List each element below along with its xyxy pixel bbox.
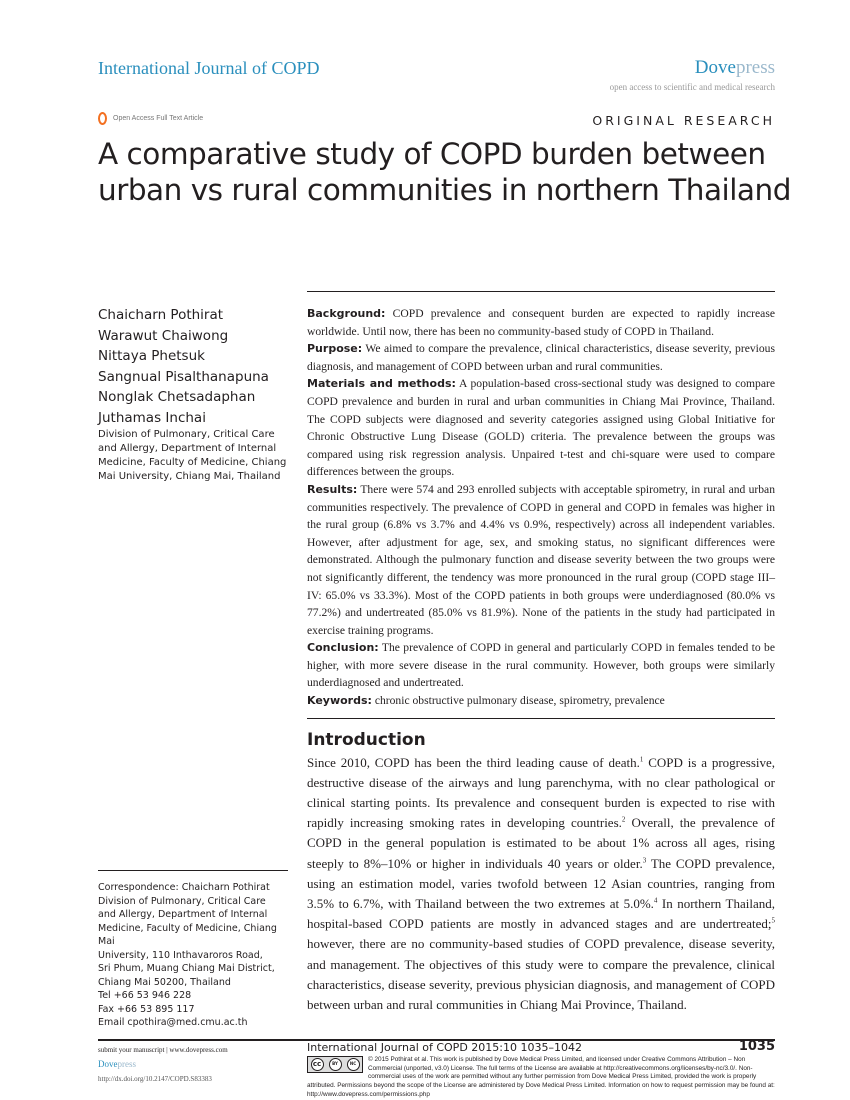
abstract-keywords bbox=[307, 692, 775, 710]
author: Nonglak Chetsadaphan bbox=[98, 389, 256, 405]
corr-line: Fax +66 53 895 117 bbox=[98, 1003, 195, 1015]
article-type: ORIGINAL RESEARCH bbox=[592, 113, 775, 128]
citation-ref[interactable]: 1 bbox=[639, 755, 644, 764]
publisher-logo-b: press bbox=[735, 57, 775, 78]
author: Warawut Chaiwong bbox=[98, 327, 229, 344]
license-text: © 2015 Pothirat et al. This work is published by Dove Medical Press Limited, and licensed under Creative Commons Attribution – Non Commercial (unported, v3.0) License. The full terms of the License are available at http://creativecommons.org/licenses/by-nc/3.0/. Non-commercial uses of the work are permitted without any further permission from Dove Medical Press Limited, provided the work is properly attributed. Permissions beyond the scope of the License are administered by Dove Medical Press Limited. Information on how to request permission may be found at: http://www.dovepress.com/permissions.php bbox=[307, 1056, 775, 1098]
section-text: A population-based cross-sectional study was designed to compare COPD prevalence and burden in rural and urban communities in Chiang Mai Province, Thailand. The COPD subjects were diagnosed and severity categories assigned using Global Initiative for Chronic Obstructive Lung Disease (GOLD) criteria. The prevalence between the groups was compared using risk regression analysis. Unpaired t-test and chi-square were used to compare differences between the groups. bbox=[307, 377, 775, 479]
text: Since 2010, COPD has been the third leading cause of death. bbox=[307, 754, 640, 770]
text: however, there are no community-based studies of COPD prevalence, disease severity, and management. The objectives of this study were to compare the prevalence, clinical characteristics, disease severity, previous physician diagnosis, and management of COPD between urban and rural communities in Chiang Mai Province, Thailand. bbox=[307, 936, 775, 1013]
affiliation: Division of Pulmonary, Critical Care and Allergy, Department of Internal Medicine, Faculty of Medicine, Chiang Mai University, Chiang Mai, Thailand bbox=[98, 429, 287, 482]
by-icon: BY bbox=[329, 1058, 342, 1071]
publisher-logo bbox=[695, 57, 775, 79]
section-label: Keywords: bbox=[307, 694, 372, 708]
footer-citation: International Journal of COPD 2015:10 1035–1042 bbox=[307, 1041, 582, 1054]
section-label: Conclusion: bbox=[307, 641, 379, 655]
author: Sangnual Pisalthanapuna bbox=[98, 368, 269, 385]
citation-ref[interactable]: 2 bbox=[621, 815, 626, 824]
corr-line: Correspondence: Chaicharn Pothirat bbox=[98, 882, 270, 893]
footer-logo-b: press bbox=[117, 1059, 136, 1069]
cc-icon: cc bbox=[311, 1058, 324, 1071]
corr-line: and Allergy, Department of Internal bbox=[98, 909, 268, 920]
cc-license-badge[interactable] bbox=[307, 1056, 363, 1073]
author: Chaicharn Pothirat bbox=[98, 307, 224, 323]
divider bbox=[307, 291, 775, 292]
page-number: 1035 bbox=[738, 1039, 775, 1054]
text: COPD is a progressive, destructive disease of the airways and lung parenchyma, with no clear pathological or clinical starting points. Its prevalence and consequent burden is expected to rise with rapidly increasing smoking rates in developing countries. bbox=[307, 754, 776, 831]
intro-paragraph bbox=[307, 753, 775, 1016]
corr-line: University, 110 Inthavaroros Road, bbox=[98, 949, 263, 961]
corr-line: Sri Phum, Muang Chiang Mai District, bbox=[98, 963, 275, 974]
submit-link[interactable]: submit your manuscript | www.dovepress.com bbox=[98, 1046, 228, 1054]
section-heading: Introduction bbox=[307, 729, 426, 750]
open-access-icon bbox=[98, 112, 107, 125]
corr-email[interactable]: Email cpothira@med.cmu.ac.th bbox=[98, 1017, 248, 1028]
section-label: Background: bbox=[307, 307, 386, 320]
author: Juthamas Inchai bbox=[98, 409, 206, 426]
abstract-background bbox=[307, 305, 775, 340]
text: In northern Thailand, hospital-based COPD patients are mostly in advanced stages and are undertreated; bbox=[307, 896, 775, 932]
section-label: Results: bbox=[307, 482, 358, 496]
citation-ref[interactable]: 4 bbox=[653, 896, 658, 905]
section-text: There were 574 and 293 enrolled subjects with acceptable spirometry, in rural and urban communities respectively. The prevalence of COPD in general and COPD in females was higher in the rural group (6.8% vs 3.7% and 4.4% vs 0.9%, respectively) across all independent variables. However, after adjustment for age, sex, and smoking status, no significant differences were demonstrated. Although the pulmonary function and disease severity between the two groups were not significantly different, the tendency was more pronounced in the rural group (COPD stage III–IV: 65.0% vs 33.3%). Most of the COPD patients in both groups were underdiagnosed (80.0% vs 77.2%) and undertreated (85.0% vs 81.9%). None of the patients in the study had participated in exercise training programs. bbox=[307, 482, 775, 637]
abstract-results bbox=[307, 481, 775, 639]
section-label: Purpose: bbox=[307, 342, 363, 356]
corr-line: Tel +66 53 946 228 bbox=[98, 990, 192, 1001]
publisher-tagline: open access to scientific and medical research bbox=[609, 82, 775, 92]
footer-logo bbox=[98, 1057, 228, 1072]
article-title: A comparative study of COPD burden between urban vs rural communities in northern Thailand bbox=[98, 137, 791, 207]
citation-ref[interactable]: 5 bbox=[771, 916, 775, 925]
abstract-conclusion bbox=[307, 639, 775, 692]
divider bbox=[307, 718, 775, 719]
nc-icon: NC bbox=[347, 1058, 360, 1071]
footer-logo-a: Dove bbox=[98, 1059, 118, 1069]
citation-ref[interactable]: 3 bbox=[642, 856, 647, 865]
text: The COPD prevalence, using an estimation model, varies twofold between 12 Asian countries, ranging from 3.5% to 6.7%, with Thailand between the two extremes at 5.0%. bbox=[307, 855, 775, 912]
open-access-label bbox=[98, 112, 203, 125]
section-label: Materials and methods: bbox=[307, 377, 456, 391]
abstract bbox=[307, 305, 775, 710]
corr-line: Division of Pulmonary, Critical Care bbox=[98, 895, 266, 907]
author-list bbox=[98, 305, 269, 428]
corr-line: Chiang Mai 50200, Thailand bbox=[98, 976, 231, 988]
open-access-text: Open Access Full Text Article bbox=[113, 115, 204, 122]
footer-left bbox=[98, 1043, 228, 1086]
author: Nittaya Phetsuk bbox=[98, 348, 205, 364]
correspondence bbox=[98, 881, 293, 1030]
text: Overall, the prevalence of COPD in the general population is estimated to be about 1% across all ages, rising steeply to 8%–10% or higher in individuals 40 years or older. bbox=[307, 815, 775, 871]
license-block bbox=[307, 1056, 775, 1100]
corr-line: Medicine, Faculty of Medicine, Chiang Mai bbox=[98, 922, 277, 947]
abstract-purpose bbox=[307, 340, 775, 375]
section-text: chronic obstructive pulmonary disease, spirometry, prevalence bbox=[371, 694, 665, 708]
journal-name: International Journal of COPD bbox=[98, 58, 320, 78]
section-text: COPD prevalence and consequent burden are expected to rapidly increase worldwide. Until now, there has been no community-based study of COPD in Thailand. bbox=[307, 307, 775, 338]
section-text: We aimed to compare the prevalence, clinical characteristics, disease severity, previous diagnosis, and management of COPD between urban and rural communities. bbox=[307, 342, 775, 373]
section-text: The prevalence of COPD in general and particularly COPD in females tended to be higher, with more severe disease in the rural community. However, both groups were similarly underdiagnosed and undertreated. bbox=[307, 641, 775, 690]
divider bbox=[98, 870, 288, 871]
main-column bbox=[307, 291, 775, 1015]
publisher-logo-a: Dove bbox=[694, 57, 736, 78]
abstract-methods bbox=[307, 375, 775, 481]
doi-link[interactable]: http://dx.doi.org/10.2147/COPD.S83383 bbox=[98, 1075, 212, 1083]
